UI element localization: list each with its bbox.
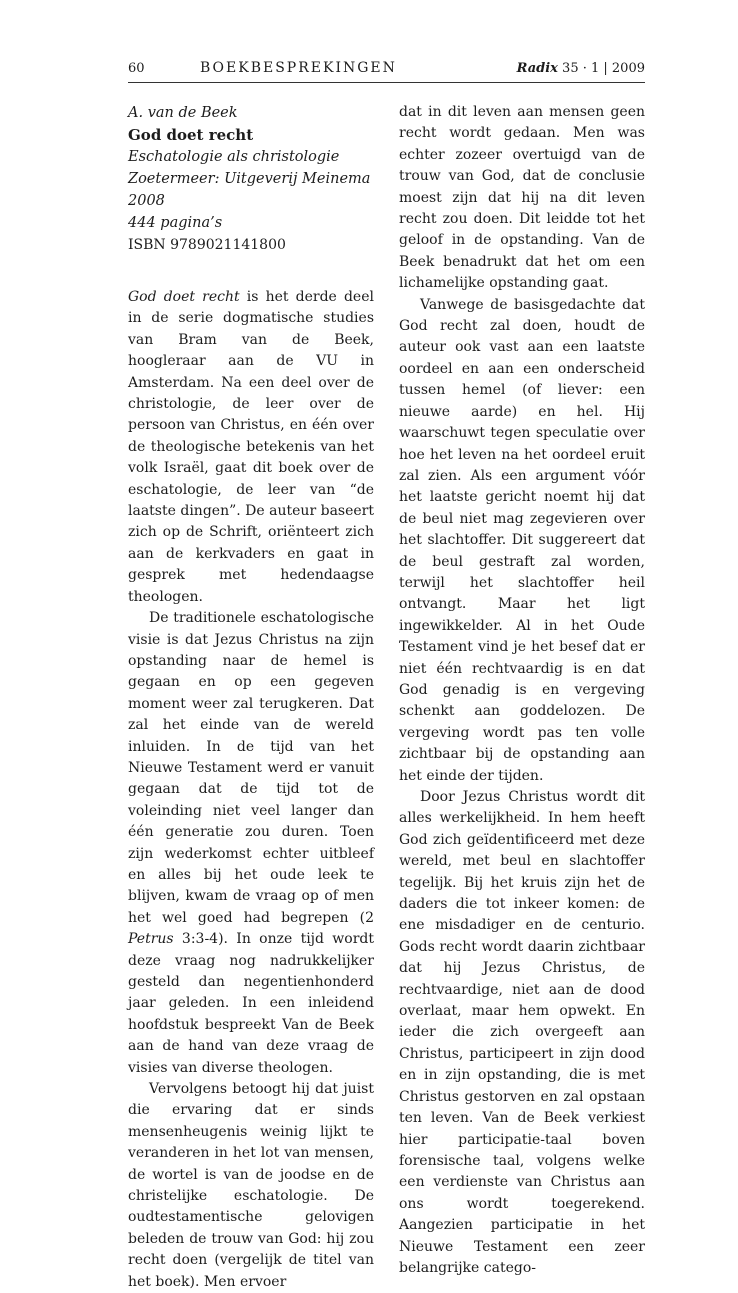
header-rule: [128, 82, 645, 83]
paragraph: dat in dit leven aan mensen geen recht wordt gedaan. Men was echter zozeer overtuigd van de trouw van God, dat de conclusie moest zijn dat hij na dit leven recht zou doen. Dit leidde tot het geloof in de opstanding. Van de Beek benadrukt dat het om een lichamelijke opstanding gaat.: [399, 104, 645, 292]
page-header: [128, 60, 645, 80]
book-author: A. van de Beek: [128, 105, 238, 121]
left-column: [128, 102, 374, 1293]
title-reference: God doet recht: [128, 289, 240, 305]
paragraph: De traditionele eschatologische visie is dat Jezus Christus na zijn opstanding naar de hemel is gegaan en op een gegeven moment weer zal terugkeren. Dat zal het einde van de wereld inluiden. In de tijd van het Nieuwe Testament werd er vanuit gegaan dat de tijd tot de voleinding niet veel langer dan één generatie zou duren. Toen zijn wederkomst echter uitbleef en alles bij het oude leek te blijven, kwam de vraag op of men het wel goed had begrepen (2 Petrus 3:3-4). In onze tijd wordt deze vraag nog nadrukkelijker gesteld dan negentienhonderd jaar geleden. In een inleidend hoofdstuk bespreekt Van de Beek aan de hand van deze vraag de visies van diverse theologen.: [128, 610, 374, 1076]
right-column: [399, 102, 645, 1279]
journal-issue: 35 · 1 | 2009: [562, 61, 645, 76]
book-publisher: Zoetermeer: Uitgeverij Meinema 2008: [128, 171, 371, 209]
section-title: BOEKBESPREKINGEN: [200, 60, 397, 76]
paragraph: God doet recht is het derde deel in de serie dogmatische studies van Bram van de Beek, hoogleraar aan de VU in Amsterdam. Na een deel over de christologie, de leer over de persoon van Christus, en één over de theologische betekenis van het volk Israël, gaat dit boek over de eschatologie, de leer van “de laatste dingen”. De auteur baseert zich op de Schrift, oriënteert zich aan de kerkvaders en gaat in gesprek met hedendaagse theologen.: [128, 289, 374, 605]
paragraph: Door Jezus Christus wordt dit alles werkelijkheid. In hem heeft God zich geïdentificeerd met deze wereld, met beul en slachtoffer tegelijk. Bij het kruis zijn het de daders die tot inkeer komen: de ene misdadiger en de centurio. Gods recht wordt daarin zichtbaar dat hij Jezus Christus, de rechtvaardige, niet aan de dood overlaat, maar hem opwekt. En ieder die zich overgeeft aan Christus, participeert in zijn dood en in zijn opstanding, die is met Christus gestorven en zal opstaan ten leven. Van de Beek verkiest hier participatie-taal boven forensische taal, volgens welke een verdienste van Christus aan ons wordt toegerekend. Aangezien participatie in het Nieuwe Testament een zeer belangrijke catego-: [399, 789, 645, 1276]
paragraph: Vervolgens betoogt hij dat juist die ervaring dat er sinds mensenheugenis weinig lijkt te veranderen in het lot van mensen, de wortel is van de joodse en de christelijke eschatologie. De oudtestamentische gelovigen beleden de trouw van God: hij zou recht doen (vergelijk de titel van het boek). Men ervoer: [128, 1081, 374, 1290]
book-title: God doet recht: [128, 126, 254, 144]
journal-name: Radix: [516, 61, 558, 76]
book-pages: 444 pagina’s: [128, 215, 223, 231]
book-citation: [128, 102, 374, 256]
book-subtitle: Eschatologie als christologie: [128, 149, 340, 165]
paragraph: Vanwege de basisgedachte dat God recht zal doen, houdt de auteur ook vast aan een laatste oordeel en aan een onderscheid tussen hemel (of liever: een nieuwe aarde) en hel. Hij waarschuwt tegen speculatie over hoe het leven na het oordeel eruit zal zien. Als een argument vóór het laatste gericht noemt hij dat de beul niet mag zegevieren over het slachtoffer. Dit suggereert dat de beul gestraft zal worden, terwijl het slachtoffer heil ontvangt. Maar het ligt ingewikkelder. Al in het Oude Testament vind je het besef dat er niet één rechtvaardig is en dat God genadig is en vergeving schenkt aan goddelozen. De vergeving wordt pas ten volle zichtbaar bij de opstanding aan het einde der tijden.: [399, 296, 645, 784]
book-isbn: ISBN 9789021141800: [128, 237, 286, 253]
journal-reference: [517, 61, 645, 76]
bible-reference: Petrus: [128, 931, 174, 948]
page-number: 60: [128, 61, 145, 76]
